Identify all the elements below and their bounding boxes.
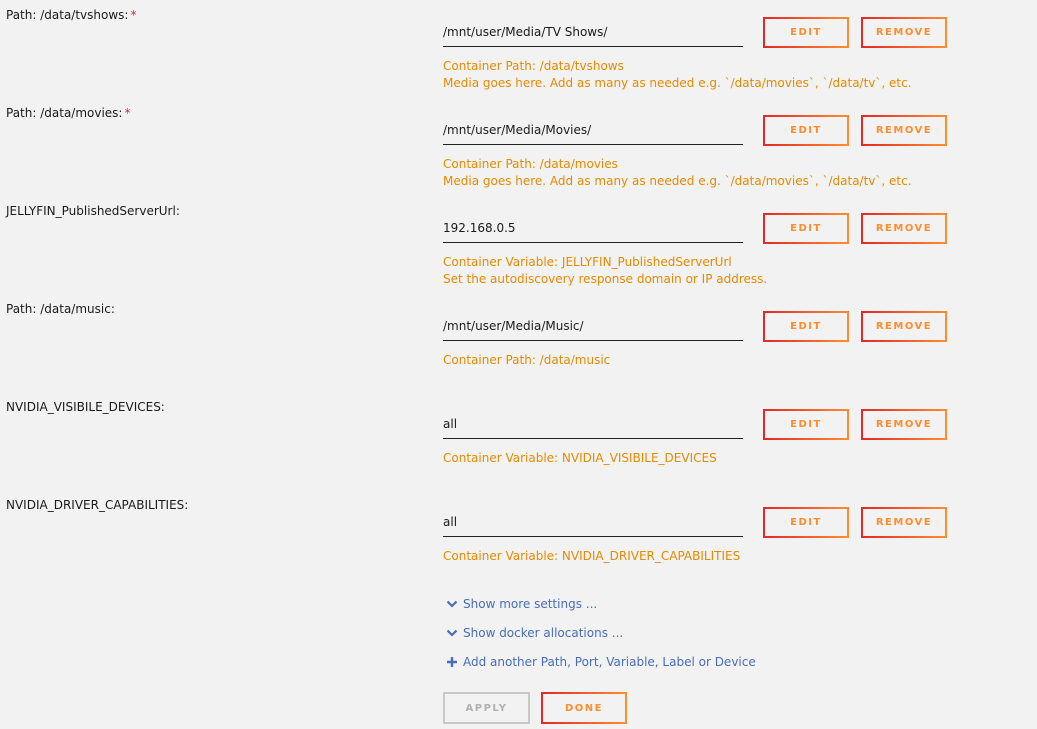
- setting-row-published-server-url: [0, 196, 1037, 294]
- required-star: *: [130, 8, 137, 22]
- show-more-settings-label: Show more settings ...: [463, 597, 598, 611]
- description-text: Media goes here. Add as many as needed e.g. `/data/movies`, `/data/tv`, etc.: [443, 76, 912, 90]
- path-input[interactable]: [443, 313, 743, 341]
- setting-label: [6, 8, 136, 22]
- container-variable-text: Container Variable: JELLYFIN_PublishedServerUrl: [443, 255, 732, 269]
- setting-row-music: [0, 294, 1037, 392]
- remove-button[interactable]: REMOVE: [861, 17, 947, 48]
- setting-label-text: NVIDIA_DRIVER_CAPABILITIES:: [6, 498, 189, 512]
- show-docker-allocations-link[interactable]: [445, 626, 623, 640]
- remove-button[interactable]: REMOVE: [861, 311, 947, 342]
- setting-row-nvidia-visible-devices: [0, 392, 1037, 490]
- edit-button[interactable]: EDIT: [763, 311, 849, 342]
- setting-label-text: NVIDIA_VISIBILE_DEVICES:: [6, 400, 165, 414]
- required-star: *: [124, 106, 131, 120]
- variable-input-value: 192.168.0.5: [443, 221, 516, 235]
- setting-label: [6, 204, 180, 218]
- add-another-label: Add another Path, Port, Variable, Label or Device: [463, 655, 756, 669]
- setting-label: [6, 106, 130, 120]
- setting-label-text: Path: /data/tvshows:: [6, 8, 129, 22]
- edit-button[interactable]: EDIT: [763, 213, 849, 244]
- setting-row-tvshows: [0, 0, 1037, 98]
- setting-description: [443, 450, 717, 467]
- setting-label-text: Path: /data/music:: [6, 302, 115, 316]
- description-text: Media goes here. Add as many as needed e.g. `/data/movies`, `/data/tv`, etc.: [443, 174, 912, 188]
- setting-label-text: JELLYFIN_PublishedServerUrl:: [6, 204, 180, 218]
- done-button[interactable]: DONE: [541, 692, 627, 724]
- setting-label: [6, 498, 188, 512]
- plus-icon: [445, 655, 459, 669]
- variable-input-value: all: [443, 515, 458, 529]
- setting-description: [443, 254, 767, 288]
- container-variable-text: Container Variable: NVIDIA_VISIBILE_DEVICES: [443, 451, 717, 465]
- container-path-text: Container Path: /data/tvshows: [443, 59, 624, 73]
- setting-row-movies: [0, 98, 1037, 196]
- chevron-down-icon: [445, 626, 459, 640]
- setting-description: [443, 548, 740, 565]
- add-another-link[interactable]: [445, 655, 756, 669]
- setting-description: [443, 58, 912, 92]
- setting-description: [443, 352, 610, 369]
- setting-row-nvidia-driver-capabilities: [0, 490, 1037, 588]
- show-docker-allocations-label: Show docker allocations ...: [463, 626, 624, 640]
- variable-input[interactable]: [443, 509, 743, 537]
- remove-button[interactable]: REMOVE: [861, 409, 947, 440]
- description-text: Set the autodiscovery response domain or IP address.: [443, 272, 768, 286]
- edit-button[interactable]: EDIT: [763, 17, 849, 48]
- edit-button[interactable]: EDIT: [763, 409, 849, 440]
- container-path-text: Container Path: /data/movies: [443, 157, 618, 171]
- path-input[interactable]: [443, 19, 743, 47]
- path-input-value: /mnt/user/Media/Movies/: [443, 123, 592, 137]
- remove-button[interactable]: REMOVE: [861, 507, 947, 538]
- show-more-settings-link[interactable]: [445, 597, 597, 611]
- variable-input-value: all: [443, 417, 458, 431]
- chevron-down-icon: [445, 597, 459, 611]
- remove-button[interactable]: REMOVE: [861, 115, 947, 146]
- setting-label: [6, 302, 115, 316]
- apply-button[interactable]: APPLY: [443, 692, 530, 724]
- setting-label: [6, 400, 165, 414]
- path-input[interactable]: [443, 117, 743, 145]
- path-input-value: /mnt/user/Media/TV Shows/: [443, 25, 608, 39]
- setting-description: [443, 156, 912, 190]
- variable-input[interactable]: [443, 411, 743, 439]
- container-variable-text: Container Variable: NVIDIA_DRIVER_CAPABILITIES: [443, 549, 741, 563]
- remove-button[interactable]: REMOVE: [861, 213, 947, 244]
- edit-button[interactable]: EDIT: [763, 507, 849, 538]
- variable-input[interactable]: [443, 215, 743, 243]
- setting-label-text: Path: /data/movies:: [6, 106, 123, 120]
- path-input-value: /mnt/user/Media/Music/: [443, 319, 584, 333]
- edit-button[interactable]: EDIT: [763, 115, 849, 146]
- container-path-text: Container Path: /data/music: [443, 353, 611, 367]
